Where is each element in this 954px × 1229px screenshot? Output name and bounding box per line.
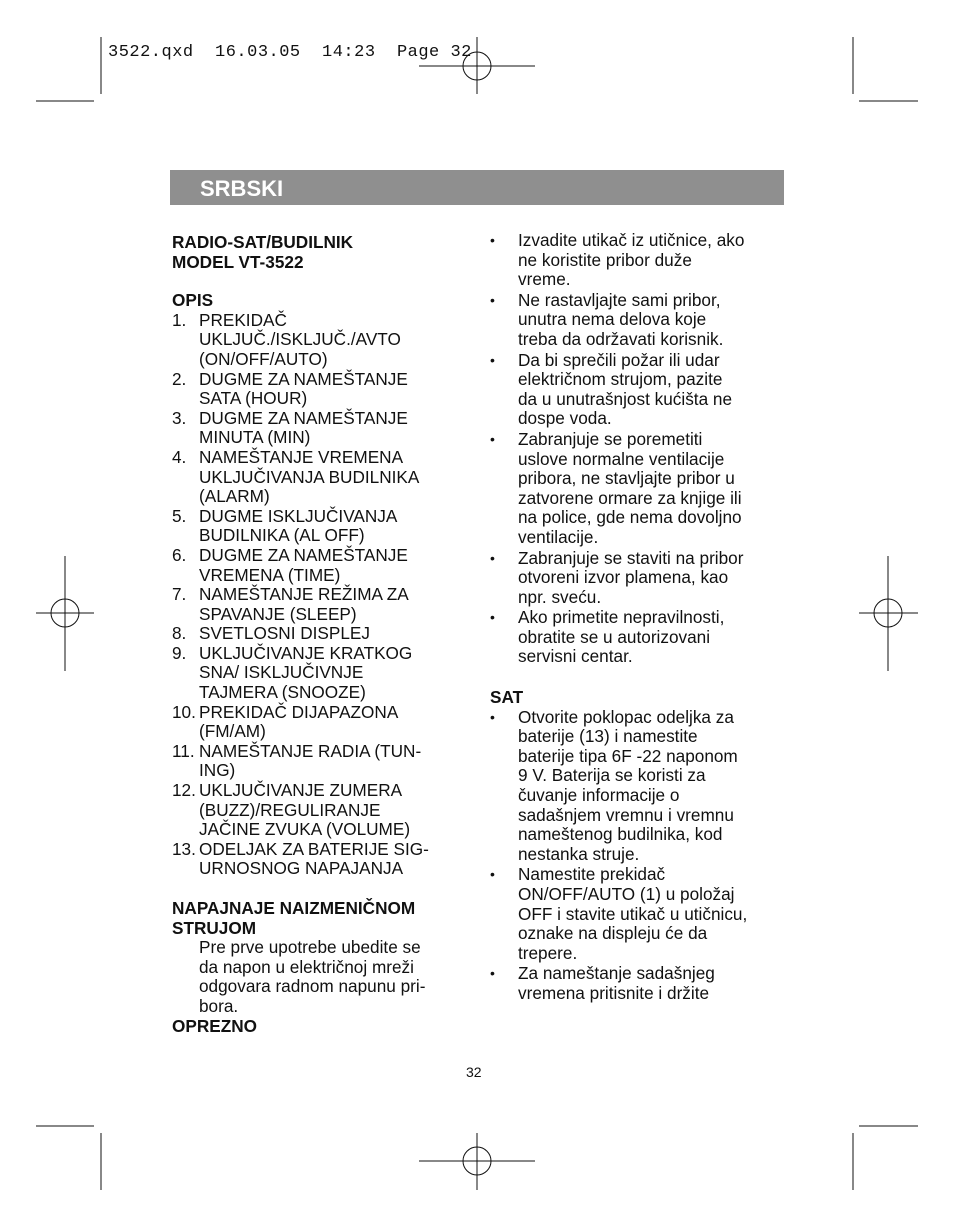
bullet-item: [490, 430, 790, 548]
bullet-icon: •: [490, 232, 495, 248]
opis-item: [172, 742, 467, 781]
opis-item-number: 5.: [172, 505, 187, 526]
sat-bullets: [490, 708, 790, 1004]
opis-item-number: 9.: [172, 642, 187, 663]
bullet-icon: •: [490, 291, 495, 308]
bullet-text: Za nameštanje sadašnjeg vremena pritisnite i držite: [518, 963, 715, 1003]
bullet-item: [490, 608, 790, 667]
bullet-text: Otvorite poklopac odeljka za baterije (13) i namestite baterije tipa 6F -22 naponom 9 V. Baterija se koristi za čuvanje informacije o sadašnjem vremnu i vremnu nameštenog budilnika, kod nestanka struje.: [518, 706, 738, 864]
bullet-icon: •: [490, 351, 495, 368]
opis-item-number: 6.: [172, 544, 187, 565]
opis-item-text: DUGME ZA NAMEŠTANJE VREMENA (TIME): [199, 544, 408, 585]
bullet-text: Ako primetite nepravilnosti, obratite se u autorizovani servisni centar.: [518, 607, 725, 667]
opis-item-text: PREKIDAČ UKLJUČ./ISKLJUČ./AVTO (ON/OFF/AUTO): [199, 309, 401, 369]
opis-item-text: NAMEŠTANJE VREMENA UKLJUČIVANJA BUDILNIKA (ALARM): [199, 446, 420, 507]
bullet-text: Izvadite utikač iz utičnice, ako ne koristite pribor duže vreme.: [518, 230, 745, 290]
bullet-text: Zabranjuje se staviti na pribor otvoreni izvor plamena, kao npr. sveću.: [518, 547, 744, 607]
banner-title: SRBSKI: [200, 176, 284, 201]
opis-item: [172, 409, 467, 448]
opis-item: [172, 370, 467, 409]
opis-item: [172, 781, 467, 840]
bullet-item: [490, 964, 790, 1003]
opis-list: [172, 311, 467, 879]
opis-item-number: 1.: [172, 309, 187, 330]
bullet-text: Namestite prekidač ON/OFF/AUTO (1) u položaj OFF i stavite utikač u utičnicu, oznake na displeju će da trepere.: [518, 864, 748, 963]
opis-item: [172, 644, 467, 703]
bullet-item: [490, 231, 790, 290]
bullet-icon: •: [490, 549, 495, 566]
bullet-item: [490, 865, 790, 963]
opis-item: [172, 311, 467, 370]
opis-item-number: 8.: [172, 623, 187, 644]
bullet-icon: •: [490, 430, 495, 447]
opis-heading: OPIS: [172, 290, 214, 311]
bullet-item: [490, 708, 790, 865]
opis-item-text: DUGME ISKLJUČIVANJA BUDILNIKA (AL OFF): [199, 505, 398, 546]
opis-item-number: 2.: [172, 368, 187, 389]
opis-item-text: DUGME ZA NAMEŠTANJE SATA (HOUR): [199, 368, 408, 409]
opis-item: [172, 546, 467, 585]
opis-item-text: SVETLOSNI DISPLEJ: [199, 623, 370, 644]
language-banner: [170, 170, 784, 205]
opis-item-number: 11.: [172, 740, 195, 761]
opis-item: [172, 703, 467, 742]
opis-item-text: NAMEŠTANJE RADIA (TUN- ING): [199, 740, 422, 781]
opis-item-number: 7.: [172, 584, 187, 605]
right-column: [490, 231, 790, 1005]
opis-item: [172, 624, 467, 644]
opis-item-text: UKLJUČIVANJE KRATKOG SNA/ ISKLJUČIVNJE TAJMERA (SNOOZE): [199, 642, 413, 703]
bullet-text: Zabranjuje se poremetiti uslove normalne ventilacije pribora, ne stavljajte pribor u zatvorene ormare za knjige ili na police, gde nema dovoljno ventilacije.: [518, 428, 742, 547]
opis-item: [172, 507, 467, 546]
opis-item-number: 4.: [172, 446, 187, 467]
opis-item: [172, 448, 467, 507]
opis-item-number: 13.: [172, 838, 196, 859]
safety-bullets: [490, 231, 790, 667]
opis-item-number: 10.: [172, 701, 196, 722]
opis-item-text: UKLJUČIVANJE ZUMERA (BUZZ)/REGULIRANJE JAČINE ZVUKA (VOLUME): [199, 780, 411, 840]
opis-item-number: 3.: [172, 407, 187, 428]
sat-heading: SAT: [490, 687, 524, 708]
opis-item: [172, 585, 467, 624]
bullet-icon: •: [490, 708, 495, 725]
napajanje-text: Pre prve upotrebe ubedite se da napon u električnoj mreži odgovara radnom napunu pri- bora.: [199, 937, 426, 1016]
oprezno-heading: OPREZNO: [172, 1015, 257, 1036]
bullet-item: [490, 291, 790, 350]
opis-item-text: NAMEŠTANJE REŽIMA ZA SPAVANJE (SLEEP): [199, 584, 409, 624]
opis-item: [172, 840, 467, 879]
print-slug: 3522.qxd 16.03.05 14:23 Page 32: [108, 43, 472, 62]
product-title: RADIO-SAT/BUDILNIK MODEL VT-3522: [172, 232, 354, 272]
bullet-item: [490, 549, 790, 608]
bullet-icon: •: [490, 965, 495, 982]
opis-item-text: ODELJAK ZA BATERIJE SIG- URNOSNOG NAPAJANJA: [199, 838, 429, 879]
opis-item-text: PREKIDAČ DIJAPAZONA (FM/AM): [199, 701, 399, 742]
bullet-item: [490, 351, 790, 429]
left-column: [172, 233, 467, 1036]
opis-item-text: DUGME ZA NAMEŠTANJE MINUTA (MIN): [199, 407, 408, 448]
bullet-icon: •: [490, 609, 495, 626]
opis-item-number: 12.: [172, 780, 196, 801]
bullet-text: Da bi sprečili požar ili udar električnom strujom, pazite da u unutrašnjost kućišta ne dospe voda.: [518, 349, 733, 429]
page-number: 32: [466, 1064, 482, 1080]
napajanje-heading: NAPAJNAJE NAIZMENIČNOM STRUJOM: [172, 898, 416, 938]
bullet-icon: •: [490, 866, 495, 883]
bullet-text: Ne rastavljajte sami pribor, unutra nema delova koje treba da održavati korisnik.: [518, 289, 724, 349]
